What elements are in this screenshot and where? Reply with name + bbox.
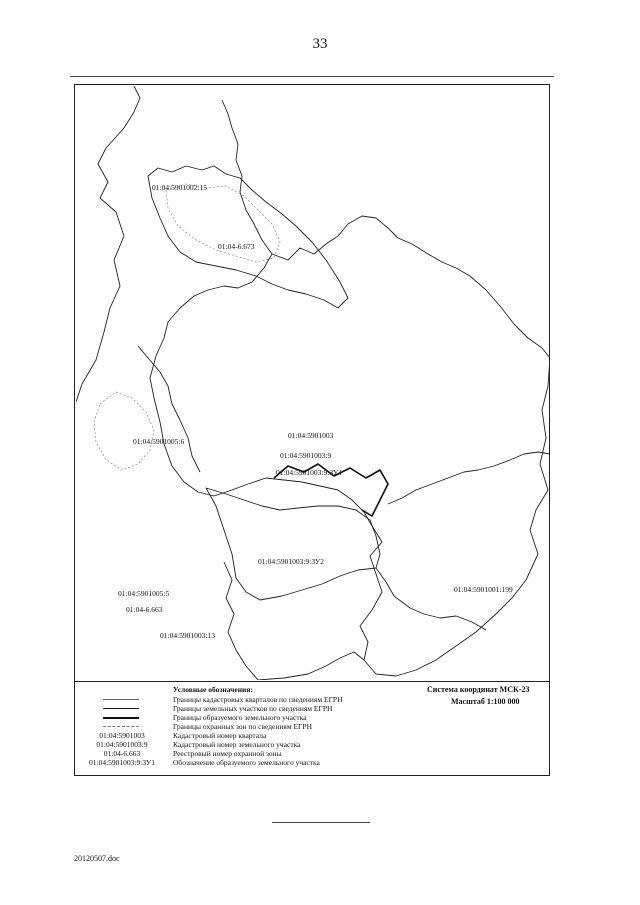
legend-text: Кадастровый номер квартала xyxy=(173,731,267,740)
legend-text: Границы образуемого земельного участка xyxy=(173,713,307,722)
coordinate-system: Система координат МСК-23 xyxy=(427,685,530,694)
legend-line-formed xyxy=(103,717,139,719)
protection-zone-663 xyxy=(94,392,154,470)
zu2-parcel-boundary xyxy=(206,488,380,600)
south-parcel-boundary xyxy=(224,562,364,680)
legend-row xyxy=(75,758,405,767)
legend-text: Границы кадастровых кварталов по сведениям ЕГРН xyxy=(173,695,343,704)
legend-line-zone xyxy=(103,726,139,727)
quarter-5901003-boundary xyxy=(150,216,550,676)
label-5901003-9: 01:04:5901003:9 xyxy=(280,451,332,460)
legend-title: Условные обозначения: xyxy=(173,685,253,694)
label-zu2: 01:04:5901003:9:ЗУ2 xyxy=(258,557,324,566)
legend-symbol: 01:04:5901003:9 xyxy=(96,740,148,749)
label-zone-673: 01:04-6.673 xyxy=(218,242,255,251)
map-scale: Масштаб 1:100 000 xyxy=(451,697,520,706)
legend-text: Обозначение образуемого земельного участка xyxy=(173,758,320,767)
map-frame xyxy=(74,84,550,776)
legend-text: Границы охранных зон по сведениям ЕГРН xyxy=(173,722,312,731)
legend-symbol: 01:04:5901003 xyxy=(99,731,145,740)
legend-text: Кадастровый номер земельного участка xyxy=(173,740,301,749)
south-inner-channel xyxy=(376,568,486,630)
bottom-rule xyxy=(272,822,370,823)
legend-row xyxy=(75,749,405,758)
cadastral-map xyxy=(76,86,550,680)
coastline-boundary xyxy=(76,86,140,402)
legend-line-parcel xyxy=(103,708,139,709)
legend-row xyxy=(75,704,405,713)
legend-text: Реестровый номер охранной зоны xyxy=(173,749,282,758)
legend-row xyxy=(75,740,405,749)
legend-row xyxy=(75,713,405,722)
label-5901002-15: 01:04:5901002:15 xyxy=(152,183,208,192)
legend-symbol: 01:04-6.663 xyxy=(103,749,141,758)
legend xyxy=(75,683,549,773)
legend-divider xyxy=(75,681,549,682)
legend-symbol: 01:04:5901003:9:ЗУ1 xyxy=(89,758,155,767)
label-zone-663: 01:04-6.663 xyxy=(126,605,163,614)
legend-text: Границы земельных участков по сведениям ЕГРН xyxy=(173,704,333,713)
label-5901005-5: 01:04:5901005:5 xyxy=(118,589,170,598)
page-number: 33 xyxy=(312,36,328,52)
top-rule xyxy=(70,76,554,77)
label-5901005-6: 01:04:5901005:6 xyxy=(133,437,185,446)
footer-filename: 20120507.doc xyxy=(74,854,120,863)
legend-line-quarter xyxy=(103,699,139,700)
label-zu1: 01:04:5901003:9:ЗУ1 xyxy=(276,468,342,477)
label-5901003-13: 01:04:5901003:13 xyxy=(160,631,216,640)
label-quarter-5901003: 01:04:5901003 xyxy=(288,431,334,440)
legend-row xyxy=(75,695,405,704)
east-river-boundary xyxy=(388,452,550,504)
legend-row xyxy=(75,722,405,731)
legend-row xyxy=(75,731,405,740)
label-5901001-199: 01:04:5901001:199 xyxy=(454,585,513,594)
river-channel-north xyxy=(222,100,272,254)
